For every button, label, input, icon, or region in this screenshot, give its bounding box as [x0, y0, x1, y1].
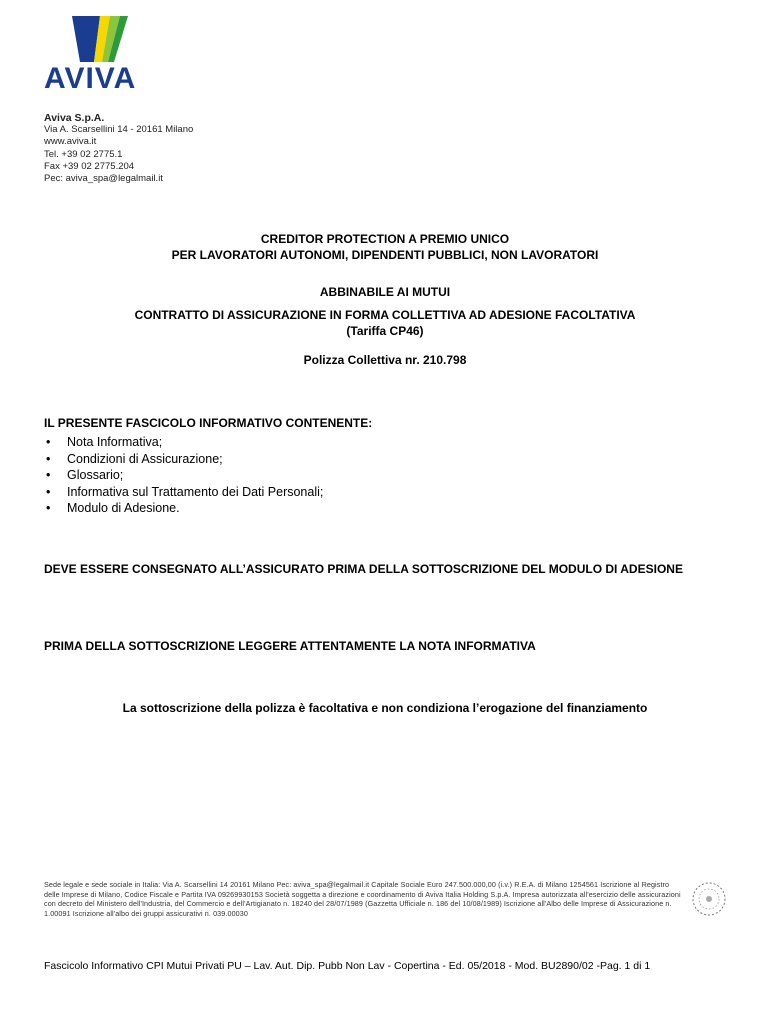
list-item: • Glossario;	[44, 467, 323, 484]
legal-text: Sede legale e sede sociale in Italia: Via A. Scarsellini 14 20161 Milano Pec: aviva_spa@legalmail.it Capitale Sociale Euro 247.500.000,00 (i.v.) R.E.A. di Milano 1254561 Iscrizione al Registro delle Imprese di Milano, Codice Fiscale e Partita IVA 09269930153 Società soggetta a direzione e coordinamento di Aviva Italia Holding S.p.A. Impresa autorizzata all'esercizio delle assicurazioni con decreto del Ministero dell'Industria, del Commercio e dell'Artigianato n. 18240 del 28/07/1989 (Gazzetta Ufficiale n. 186 del 10/08/1989) Iscrizione all'Albo delle Imprese di Assicurazione n. 1.00091 Iscrizione all'albo dei gruppi assicurativi n. 039.00030	[44, 880, 681, 918]
company-address: Via A. Scarsellini 14 - 20161 Milano	[44, 124, 194, 136]
fascicolo-heading: IL PRESENTE FASCICOLO INFORMATIVO CONTENENTE:	[44, 416, 373, 430]
company-website: www.aviva.it	[44, 136, 97, 148]
company-fax: Fax +39 02 2775.204	[44, 160, 135, 172]
notice-leggere: PRIMA DELLA SOTTOSCRIZIONE LEGGERE ATTENTAMENTE LA NOTA INFORMATIVA	[44, 639, 536, 653]
title-line-2: PER LAVORATORI AUTONOMI, DIPENDENTI PUBBLICI, NON LAVORATORI	[171, 248, 599, 262]
notice-facoltativa: La sottoscrizione della polizza è facoltativa e non condiziona l’erogazione del finanziamento	[122, 701, 648, 715]
polizza-number: Polizza Collettiva nr. 210.798	[303, 353, 467, 367]
seal-icon	[690, 880, 728, 918]
company-phone: Tel. +39 02 2775.1	[44, 148, 123, 160]
notice-consegna: DEVE ESSERE CONSEGNATO ALL’ASSICURATO PRIMA DELLA SOTTOSCRIZIONE DEL MODULO DI ADESIONE	[44, 562, 683, 576]
title-line-1: CREDITOR PROTECTION A PREMIO UNICO	[260, 232, 510, 246]
aviva-logo-icon	[72, 16, 128, 62]
page-footer: Fascicolo Informativo CPI Mutui Privati PU – Lav. Aut. Dip. Pubb Non Lav - Copertina - Ed. 05/2018 - Mod. BU2890/02 -Pag. 1 di 1	[44, 960, 651, 972]
list-item: • Modulo di Adesione.	[44, 500, 323, 517]
company-name: Aviva S.p.A.	[44, 112, 105, 124]
contratto-heading: CONTRATTO DI ASSICURAZIONE IN FORMA COLLETTIVA AD ADESIONE FACOLTATIVA	[134, 308, 636, 322]
aviva-wordmark: AVIVA	[44, 62, 137, 95]
tariffa-label: (Tariffa CP46)	[346, 324, 424, 338]
list-item: • Condizioni di Assicurazione;	[44, 451, 323, 468]
list-item: • Nota Informativa;	[44, 434, 323, 451]
company-pec: Pec: aviva_spa@legalmail.it	[44, 173, 163, 185]
list-item: • Informativa sul Trattamento dei Dati Personali;	[44, 484, 323, 501]
company-info	[44, 112, 193, 185]
abbinabile-heading: ABBINABILE AI MUTUI	[319, 285, 451, 299]
fascicolo-list	[44, 434, 323, 517]
